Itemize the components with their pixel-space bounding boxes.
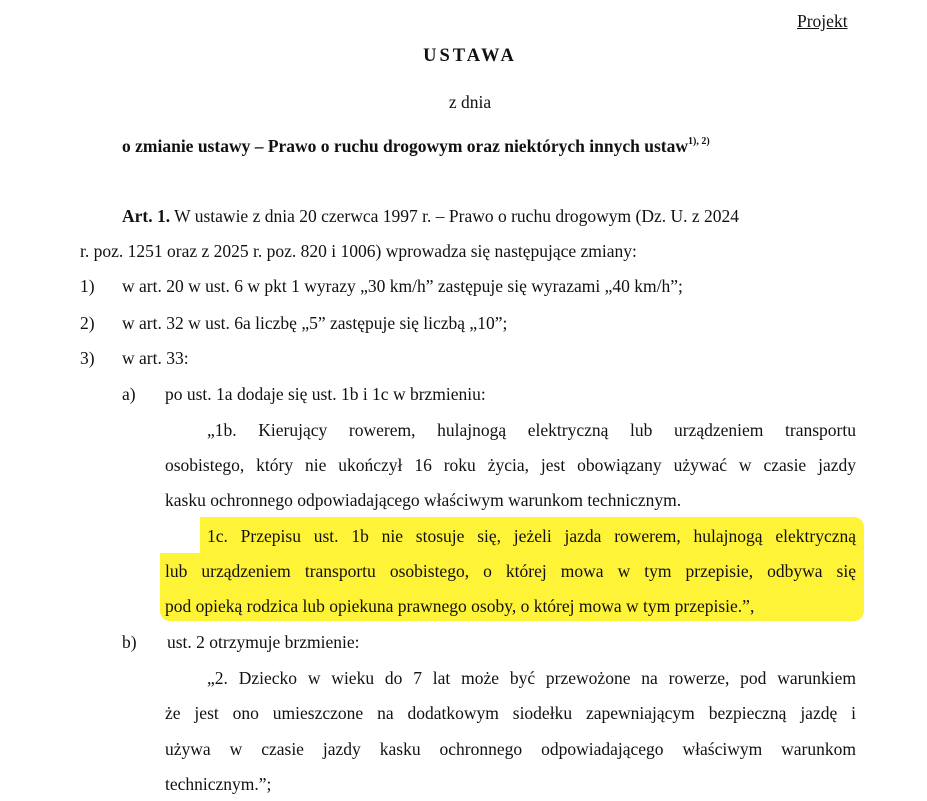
subject-footnotes: 1), 2): [688, 136, 710, 147]
document-subject: [122, 136, 710, 157]
p1b-line2: osobistego, który nie ukończył 16 roku życia, jest obowiązany używać w czasie jazdy: [165, 455, 856, 475]
item-text: w art. 33:: [122, 348, 189, 368]
art1-label: Art. 1.: [122, 206, 171, 226]
art1-intro-text: W ustawie z dnia 20 czerwca 1997 r. – Prawo o ruchu drogowym (Dz. U. z 2024: [170, 206, 740, 226]
p1b-line3: kasku ochronnego odpowiadającego właściwym warunkom technicznym.: [165, 490, 682, 510]
subject-text: o zmianie ustawy – Prawo o ruchu drogowym oraz niektórych innych ustaw: [122, 136, 688, 156]
p1b-line1: „1b. Kierujący rowerem, hulajnogą elektryczną lub urządzeniem transportu: [207, 420, 856, 440]
sub-letter-a: a): [122, 384, 136, 404]
sub-b-text: ust. 2 otrzymuje brzmienie:: [167, 632, 360, 652]
sub-a-text: po ust. 1a dodaje się ust. 1b i 1c w brzmieniu:: [165, 384, 486, 404]
sub-letter-b: b): [122, 632, 137, 652]
projekt-label: Projekt: [797, 11, 848, 31]
p2-line4: technicznym.”;: [165, 774, 272, 794]
item-text: w art. 20 w ust. 6 w pkt 1 wyrazy „30 km/h” zastępuje się wyrazami „40 km/h”;: [122, 276, 683, 296]
p2-line3: używa w czasie jazdy kasku ochronnego odpowiadającego właściwym warunkom: [165, 739, 856, 759]
p2-line2: że jest ono umieszczone na dodatkowym siodełku zapewniającym bezpieczną jazdę i: [165, 703, 856, 723]
item-number: 2): [80, 313, 95, 333]
date-line: z dnia: [448, 92, 492, 112]
p1c-line2: lub urządzeniem transportu osobistego, o której mowa w tym przepisie, odbywa się: [165, 561, 856, 581]
p1c-line3: pod opieką rodzica lub opiekuna prawnego osoby, o której mowa w tym przepisie.”,: [165, 596, 755, 616]
document-title: USTAWA: [423, 46, 517, 66]
highlight-notch: [160, 517, 200, 553]
item-text: w art. 32 w ust. 6a liczbę „5” zastępuje się liczbą „10”;: [122, 313, 508, 333]
art1-intro-line1: [122, 206, 739, 226]
item-number: 1): [80, 276, 95, 296]
art1-intro-line2: r. poz. 1251 oraz z 2025 r. poz. 820 i 1006) wprowadza się następujące zmiany:: [80, 241, 637, 261]
item-number: 3): [80, 348, 95, 368]
p1c-line1: 1c. Przepisu ust. 1b nie stosuje się, jeżeli jazda rowerem, hulajnogą elektryczną: [207, 526, 856, 546]
p2-line1: „2. Dziecko w wieku do 7 lat może być przewożone na rowerze, pod warunkiem: [207, 668, 856, 688]
